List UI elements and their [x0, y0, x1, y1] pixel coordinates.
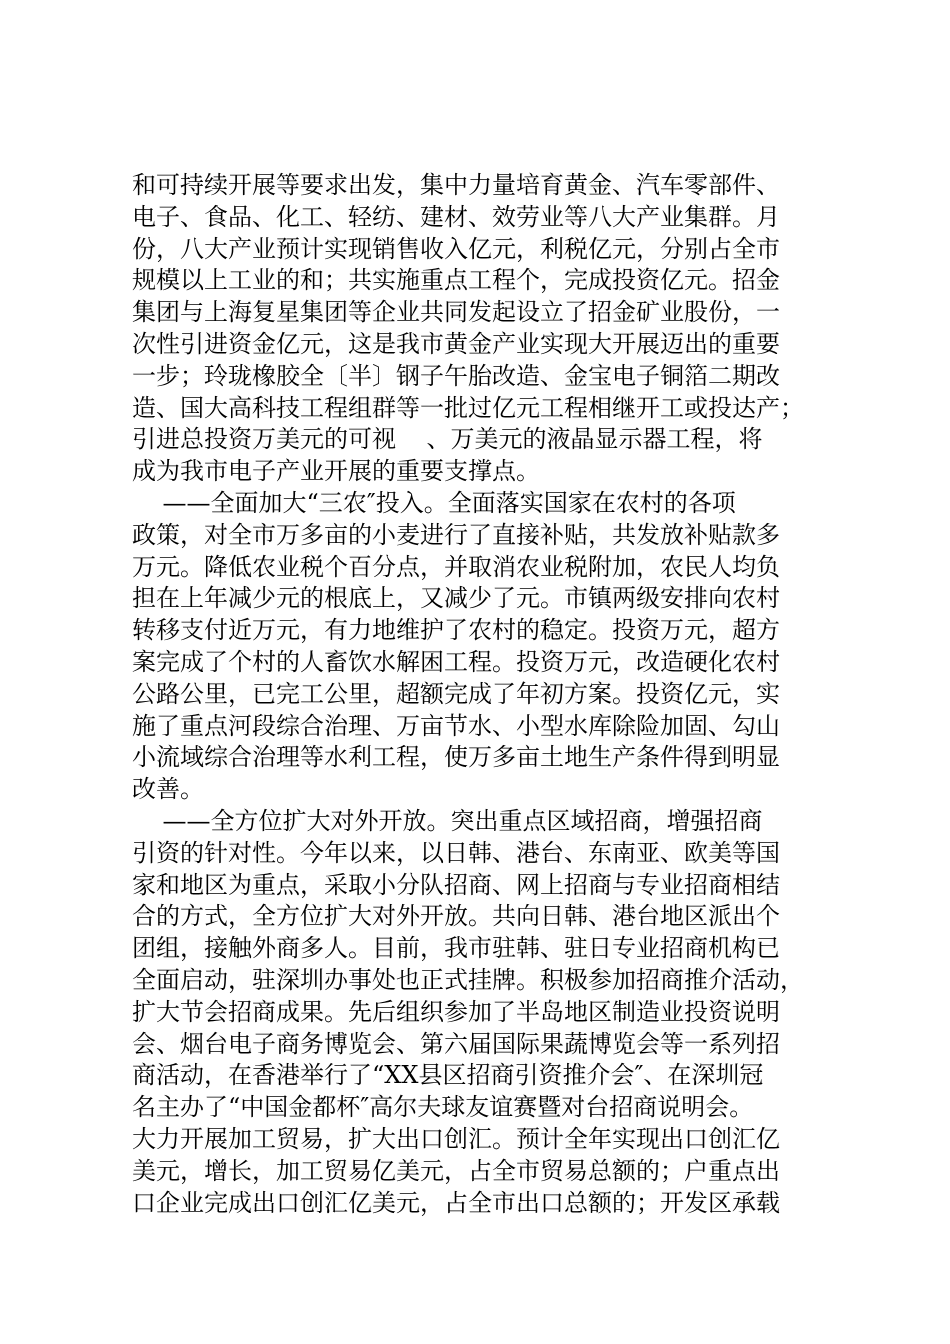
text-line: 小流域综合治理等水利工程，使万多亩土地生产条件得到明显 [132, 743, 780, 772]
text-line: 成为我市电子产业开展的重要支撑点。 [132, 457, 540, 486]
text-line: 扩大节会招商成果。先后组织参加了半岛地区制造业投资说明 [132, 997, 780, 1026]
text-line: 次性引进资金亿元，这是我市黄金产业实现大开展迈出的重要 [132, 329, 780, 358]
text-line: 万元。降低农业税个百分点，并取消农业税附加，农民人均负 [132, 552, 780, 581]
text-line: 担在上年减少元的根底上，又减少了元。市镇两级安排向农村 [132, 584, 780, 613]
text-line: 引资的针对性。今年以来，以日韩、港台、东南亚、欧美等国 [132, 838, 780, 867]
text-line: 美元，增长，加工贸易亿美元，占全市贸易总额的；户重点出 [132, 1156, 780, 1185]
text-line: 公路公里，已完工公里，超额完成了年初方案。投资亿元，实 [132, 679, 780, 708]
text-line: 转移支付近万元，有力地维护了农村的稳定。投资万元，超方 [132, 616, 780, 645]
text-line: 规模以上工业的和；共实施重点工程个，完成投资亿元。招金 [132, 266, 780, 295]
text-line: 口企业完成出口创汇亿美元，占全市出口总额的；开发区承载 [132, 1188, 780, 1217]
text-line: 施了重点河段综合治理、万亩节水、小型水库除险加固、勾山 [132, 711, 780, 740]
text-line: 家和地区为重点，采取小分队招商、网上招商与专业招商相结 [132, 870, 780, 899]
text-line: 份，八大产业预计实现销售收入亿元，利税亿元，分别占全市 [132, 234, 780, 263]
text-line: 名主办了“中国金都杯″高尔夫球友谊赛暨对台招商说明会。 [132, 1093, 754, 1122]
text-line: 改善。 [132, 775, 204, 804]
text-line: 集团与上海复星集团等企业共同发起设立了招金矿业股份，一 [132, 298, 780, 327]
text-line: 引进总投资万美元的可视 、万美元的液晶显示器工程，将 [132, 425, 763, 454]
text-line: 合的方式，全方位扩大对外开放。共向日韩、港台地区派出个 [132, 902, 780, 931]
paragraph-start-line: ——全面加大“三农″投入。全面落实国家在农村的各项 [132, 488, 736, 517]
text-line: 会、烟台电子商务博览会、第六届国际果蔬博览会等一系列招 [132, 1029, 780, 1058]
text-line: 全面启动，驻深圳办事处也正式挂牌。积极参加招商推介活动， [132, 965, 804, 994]
text-line: 大力开展加工贸易，扩大出口创汇。预计全年实现出口创汇亿 [132, 1124, 780, 1153]
text-line: 电子、食品、化工、轻纺、建材、效劳业等八大产业集群。月 [132, 202, 780, 231]
text-line: 商活动，在香港举行了“XX县区招商引资推介会″、在深圳冠 [132, 1061, 764, 1090]
text-line: 一步；玲珑橡胶全〔半〕钢子午胎改造、金宝电子铜箔二期改 [132, 361, 780, 390]
text-line: 政策，对全市万多亩的小麦进行了直接补贴，共发放补贴款多 [132, 520, 780, 549]
body-text [132, 170, 832, 1219]
text-line: 造、国大高科技工程组群等一批过亿元工程相继开工或投达产； [132, 393, 804, 422]
text-line: 和可持续开展等要求出发，集中力量培育黄金、汽车零部件、 [132, 171, 780, 199]
text-line: 案完成了个村的人畜饮水解困工程。投资万元，改造硬化农村 [132, 647, 780, 676]
text-line: 团组，接触外商多人。目前，我市驻韩、驻日专业招商机构已 [132, 934, 780, 963]
paragraph-start-line: ——全方位扩大对外开放。突出重点区域招商，增强招商 [132, 806, 763, 835]
